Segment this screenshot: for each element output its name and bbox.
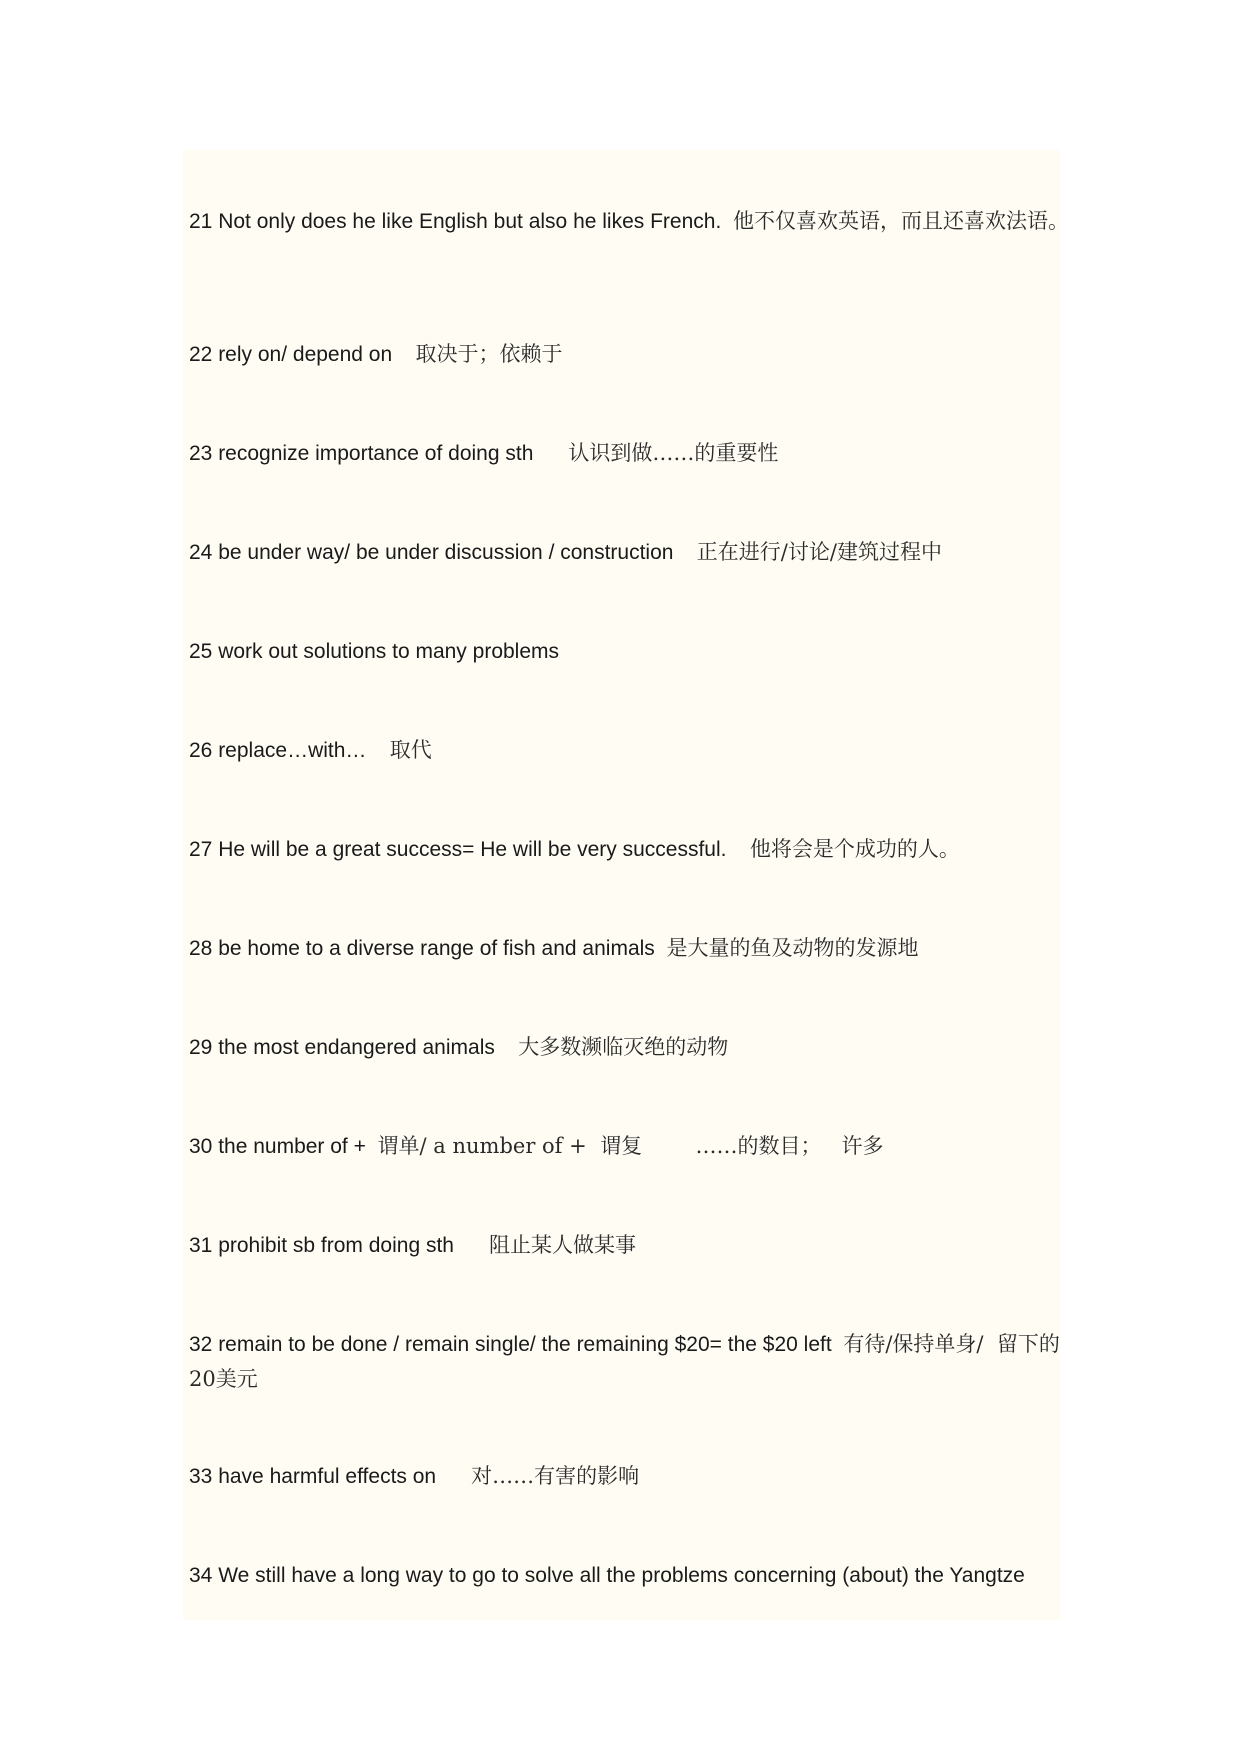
- entry-english: 31 prohibit sb from doing sth: [189, 1234, 489, 1257]
- entry-english: 26 replace…with…: [189, 739, 390, 762]
- entry-english: 21 Not only does he like English but also he likes French.: [189, 210, 733, 233]
- entry-32: [189, 1327, 1069, 1397]
- entry-chinese: 取代: [389, 738, 432, 762]
- entry-29: [189, 1030, 1069, 1065]
- entry-english: 32 remain to be done / remain single/ the remaining $20= the $20 left: [189, 1333, 844, 1356]
- entry-english: 33 have harmful effects on: [189, 1465, 472, 1488]
- entry-chinese: 谓单/ a number of + 谓复 ……的数目； 许多: [377, 1134, 884, 1158]
- entry-34: [189, 1558, 1069, 1593]
- entry-25: [189, 634, 1069, 669]
- entry-24: [189, 535, 1069, 570]
- entry-english: 27 He will be a great success= He will be very successful.: [189, 838, 750, 861]
- entry-33: [189, 1459, 1069, 1494]
- entry-english: 29 the most endangered animals: [189, 1036, 519, 1059]
- entry-english: 25 work out solutions to many problems: [189, 640, 560, 663]
- entry-english: 22 rely on/ depend on: [189, 343, 416, 366]
- entry-chinese: 大多数濒临灭绝的动物: [518, 1035, 729, 1059]
- entry-chinese: 对……有害的影响: [471, 1464, 640, 1488]
- entry-23: [189, 436, 1069, 471]
- entry-22: [189, 337, 1069, 372]
- entry-english: 24 be under way/ be under discussion / construction: [189, 541, 697, 564]
- entry-30: [189, 1129, 1069, 1164]
- entry-chinese: 是大量的鱼及动物的发源地: [666, 936, 919, 960]
- entry-chinese: 他将会是个成功的人。: [749, 837, 960, 861]
- entry-chinese: 他不仅喜欢英语，而且还喜欢法语。: [732, 209, 1069, 233]
- entry-chinese: 认识到做……的重要性: [568, 441, 779, 465]
- entry-31: [189, 1228, 1069, 1263]
- entry-english: 28 be home to a diverse range of fish and animals: [189, 937, 667, 960]
- entry-english: 30 the number of +: [189, 1135, 378, 1158]
- entry-27: [189, 832, 1069, 867]
- entry-26: [189, 733, 1069, 768]
- entry-chinese: 取决于；依赖于: [415, 342, 563, 366]
- entry-english: 23 recognize importance of doing sth: [189, 442, 569, 465]
- entry-chinese: 阻止某人做某事: [489, 1233, 636, 1257]
- entry-28: [189, 931, 1069, 966]
- entry-english: 34 We still have a long way to go to solve all the problems concerning (about) the Yangtze: [189, 1564, 1025, 1587]
- entry-chinese: 有待/保持单身/ 留下的20美元: [189, 1332, 1060, 1391]
- entry-chinese: 正在进行/讨论/建筑过程中: [696, 540, 942, 564]
- entry-21: [189, 204, 1069, 239]
